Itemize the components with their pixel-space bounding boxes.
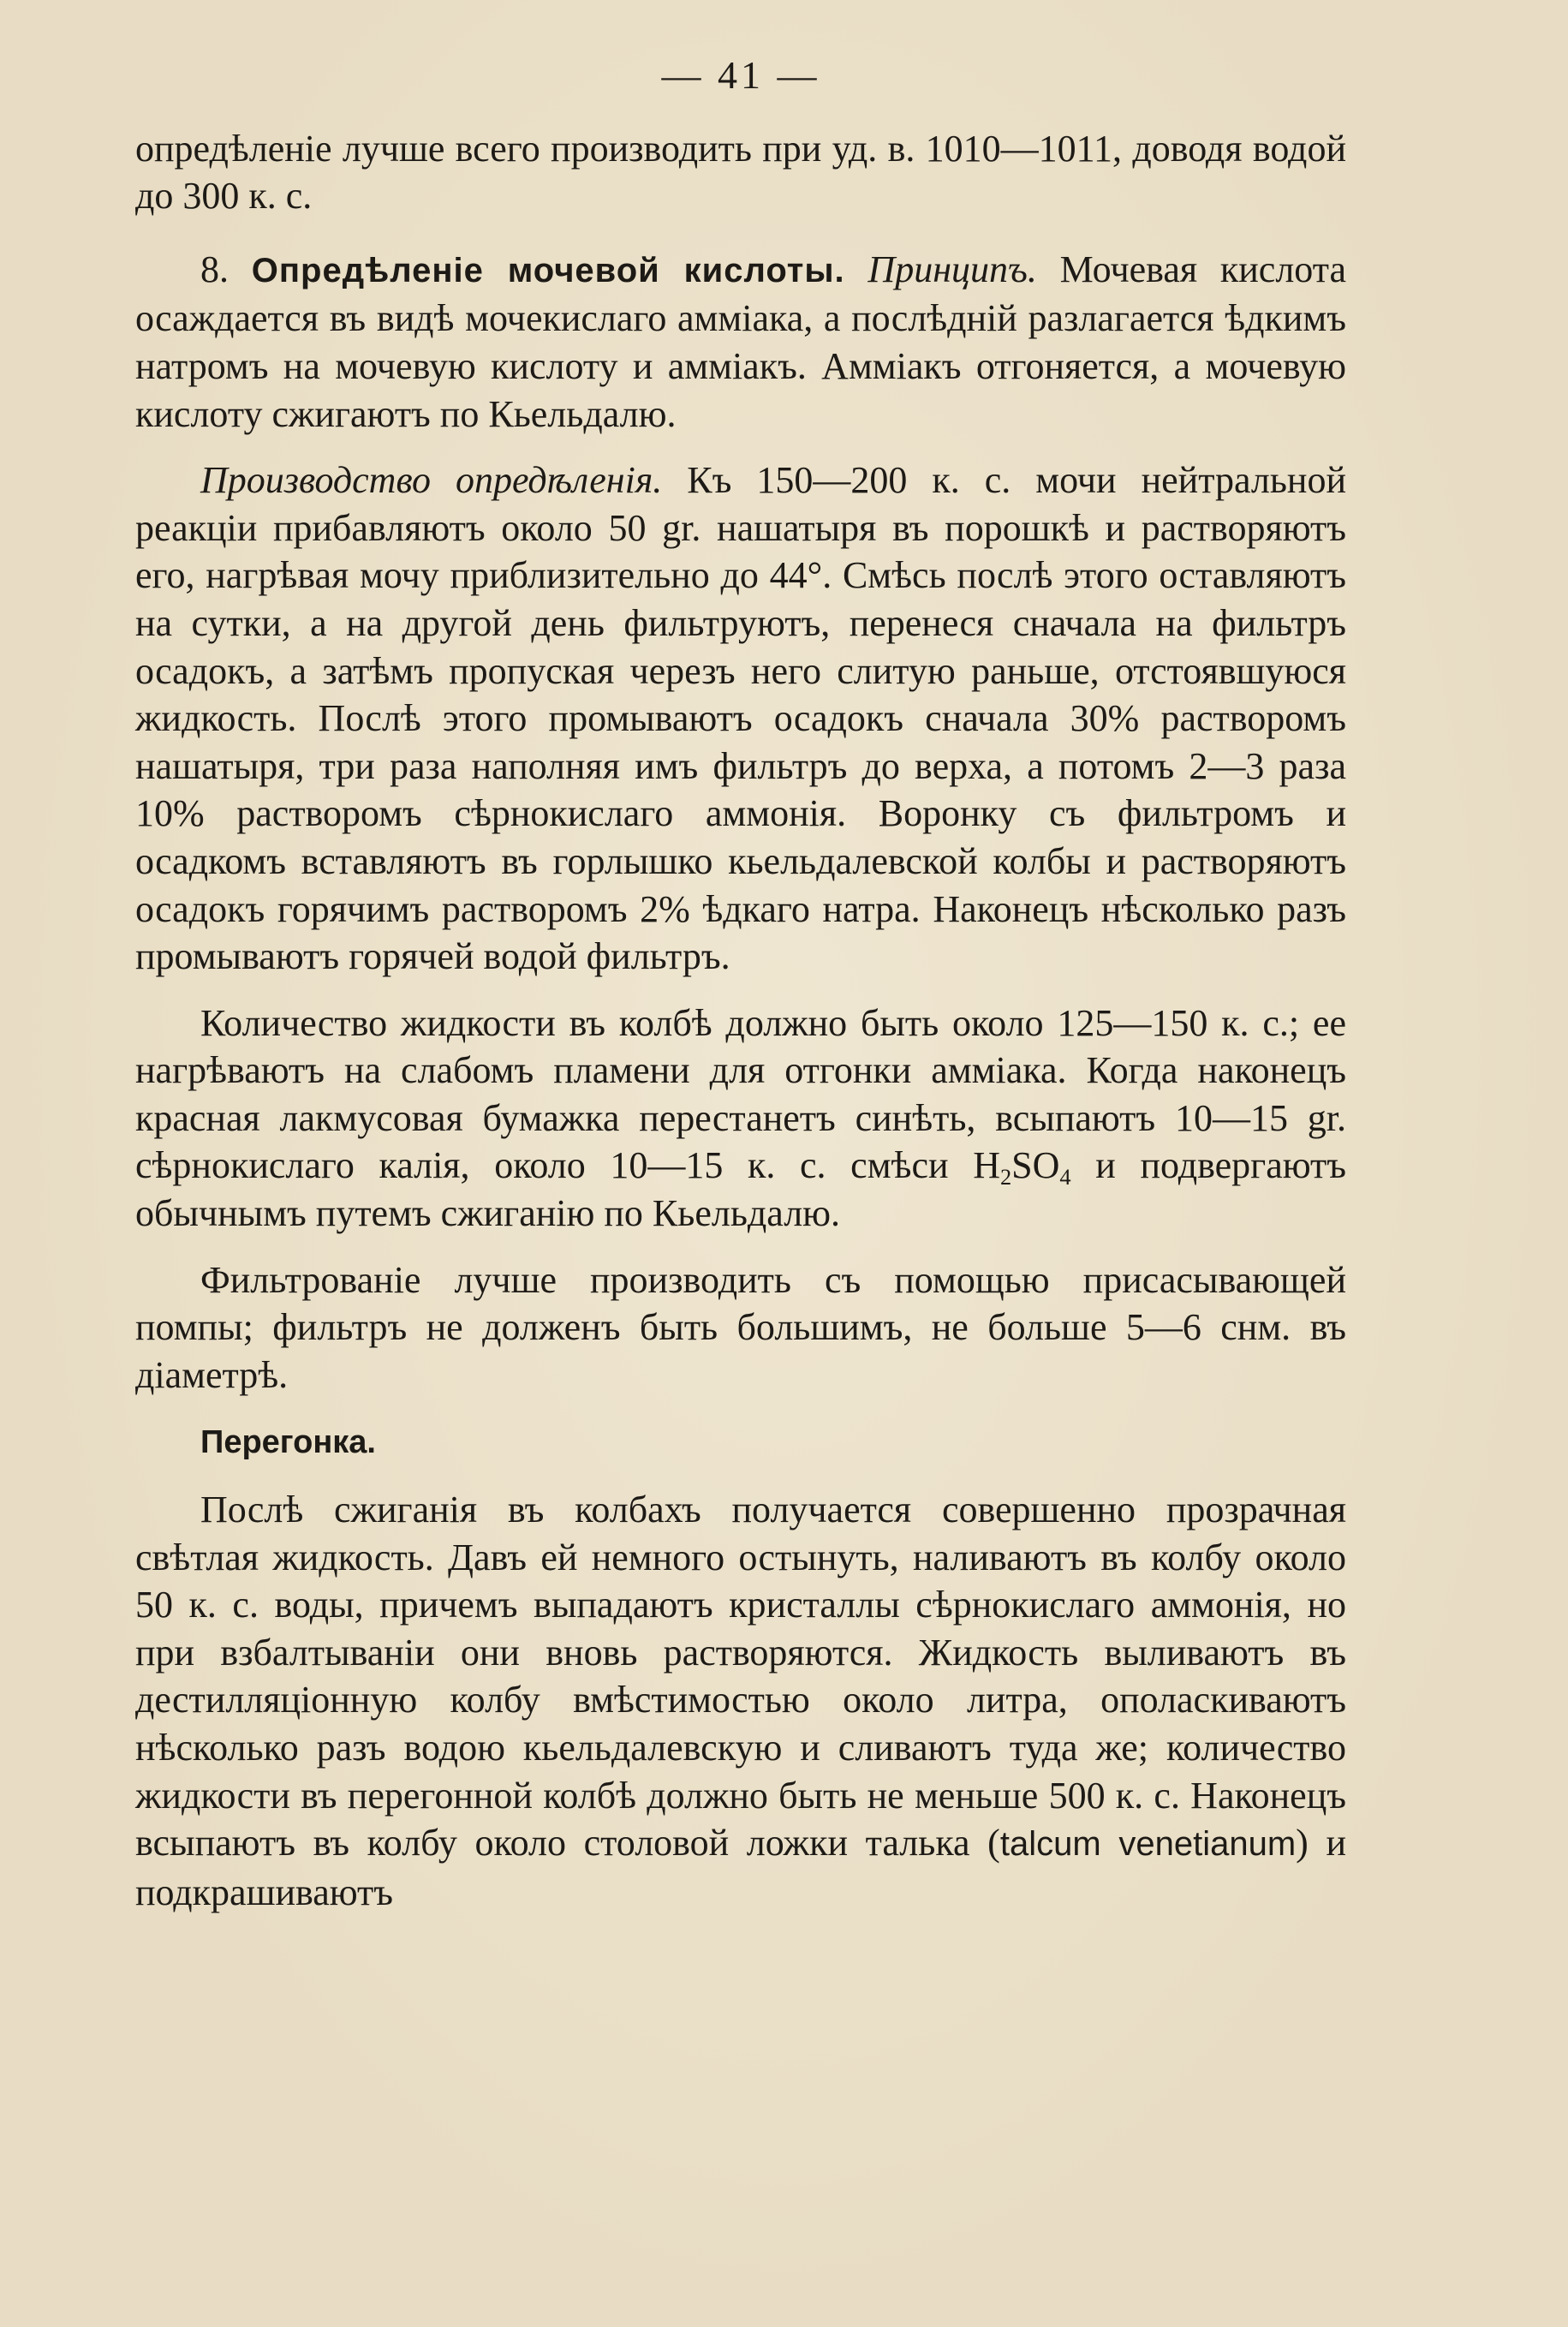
filter-paragraph: Фильтрованіе лучше производить съ помощью присасывающей помпы; фильтръ не долженъ быть большимъ, не больше 5—6 снм. въ діаметрѣ. (135, 1258, 1346, 1396)
distillation-text: Послѣ сжиганія въ колбахъ получается совершенно прозрачная свѣтлая жидкость. Давъ ей немного остынуть, наливаютъ въ колбу около 50 к. с. воды, причемъ выпадаютъ кристаллы сѣрнокислаго аммонія, но при взбалтываніи они вновь растворяются. Жидкость выливаютъ въ дестилляціонную колбу вмѣстимостью около литра, ополаскиваютъ нѣсколько разъ водою кьельдалевскую и сливаютъ туда же; количество жидкости въ перегонной колбѣ должно быть не меньше 500 к. с. Наконецъ всыпаютъ въ колбу около столовой ложки талька ( (135, 1489, 1346, 1865)
amount-text: Количество жидкости въ колбѣ должно быть около 125—150 к. с.; ее нагрѣваютъ на слабомъ пламени для отгонки амміака. Когда наконецъ красная лакмусовая бумажка перестанетъ синѣть, всыпаютъ 10—15 gr. сѣрнокислаго калія, около 10—15 к. с. смѣси (135, 1001, 1346, 1187)
amount-text-end: и подвергаютъ обычнымъ путемъ сжиганію по Кьельдалю. (135, 1144, 1347, 1235)
procedure-text: Къ 150—200 к. с. мочи нейтральной реакціи прибавляютъ около 50 gr. нашатыря въ порошкѣ и растворяютъ его, нагрѣвая мочу приблизительно до 44°. Смѣсь послѣ этого оставляютъ на сутки, а на другой день фильтруютъ, перенеся сначала на фильтръ осадокъ, а затѣмъ пропуская черезъ него слитую раньше, отстоявшуюся жидкость. Послѣ этого промываютъ осадокъ сначала 30% растворомъ нашатыря, три раза наполняя имъ фильтръ до верха, а потомъ 2—3 раза 10% растворомъ сѣрнокислаго аммонія. Воронку съ фильтромъ и осадкомъ вставляютъ въ горлышко кьельдалевской колбы и растворяютъ осадокъ горячимъ растворомъ 2% ѣдкаго натра. Наконецъ нѣсколько разъ промываютъ горячей водой фильтръ. (135, 459, 1347, 978)
principle-label: Принципъ. (867, 248, 1037, 290)
latin-term: talcum venetianum (999, 1825, 1297, 1864)
formula-h-sub: 2 (999, 1164, 1012, 1190)
formula-so: SO (1011, 1144, 1060, 1187)
procedure-label: Производство опредѣленія. (200, 459, 663, 502)
formula-h: H (973, 1144, 1000, 1187)
distillation-text-end: ) и подкрашиваютъ (135, 1822, 1346, 1913)
page-number: — 41 — (661, 53, 820, 97)
distillation-paragraph (135, 1486, 1346, 1916)
intro-paragraph: опредѣленіе лучше всего производить при уд. в. 1010—1011, доводя водой до 300 к. с. (135, 127, 1346, 218)
formula-so-sub: 4 (1059, 1164, 1071, 1190)
page-text (135, 51, 1346, 1916)
amount-paragraph (135, 999, 1346, 1238)
section-heading: Опредѣленіе мочевой кислоты. (251, 251, 845, 289)
section-8-paragraph (135, 246, 1346, 438)
section-number: 8. (200, 248, 229, 290)
principle-text: Мочевая кислота осаждается въ видѣ мочекислаго амміака, а послѣдній разлагается ѣдкимъ натромъ на мочевую кислоту и амміакъ. Амміакъ отгоняется, а мочевую кислоту сжигаютъ по Кьельдалю. (135, 248, 1347, 435)
subheading-distillation: Перегонка. (200, 1424, 376, 1461)
procedure-paragraph (135, 456, 1346, 981)
chemical-formula (973, 1144, 1071, 1190)
